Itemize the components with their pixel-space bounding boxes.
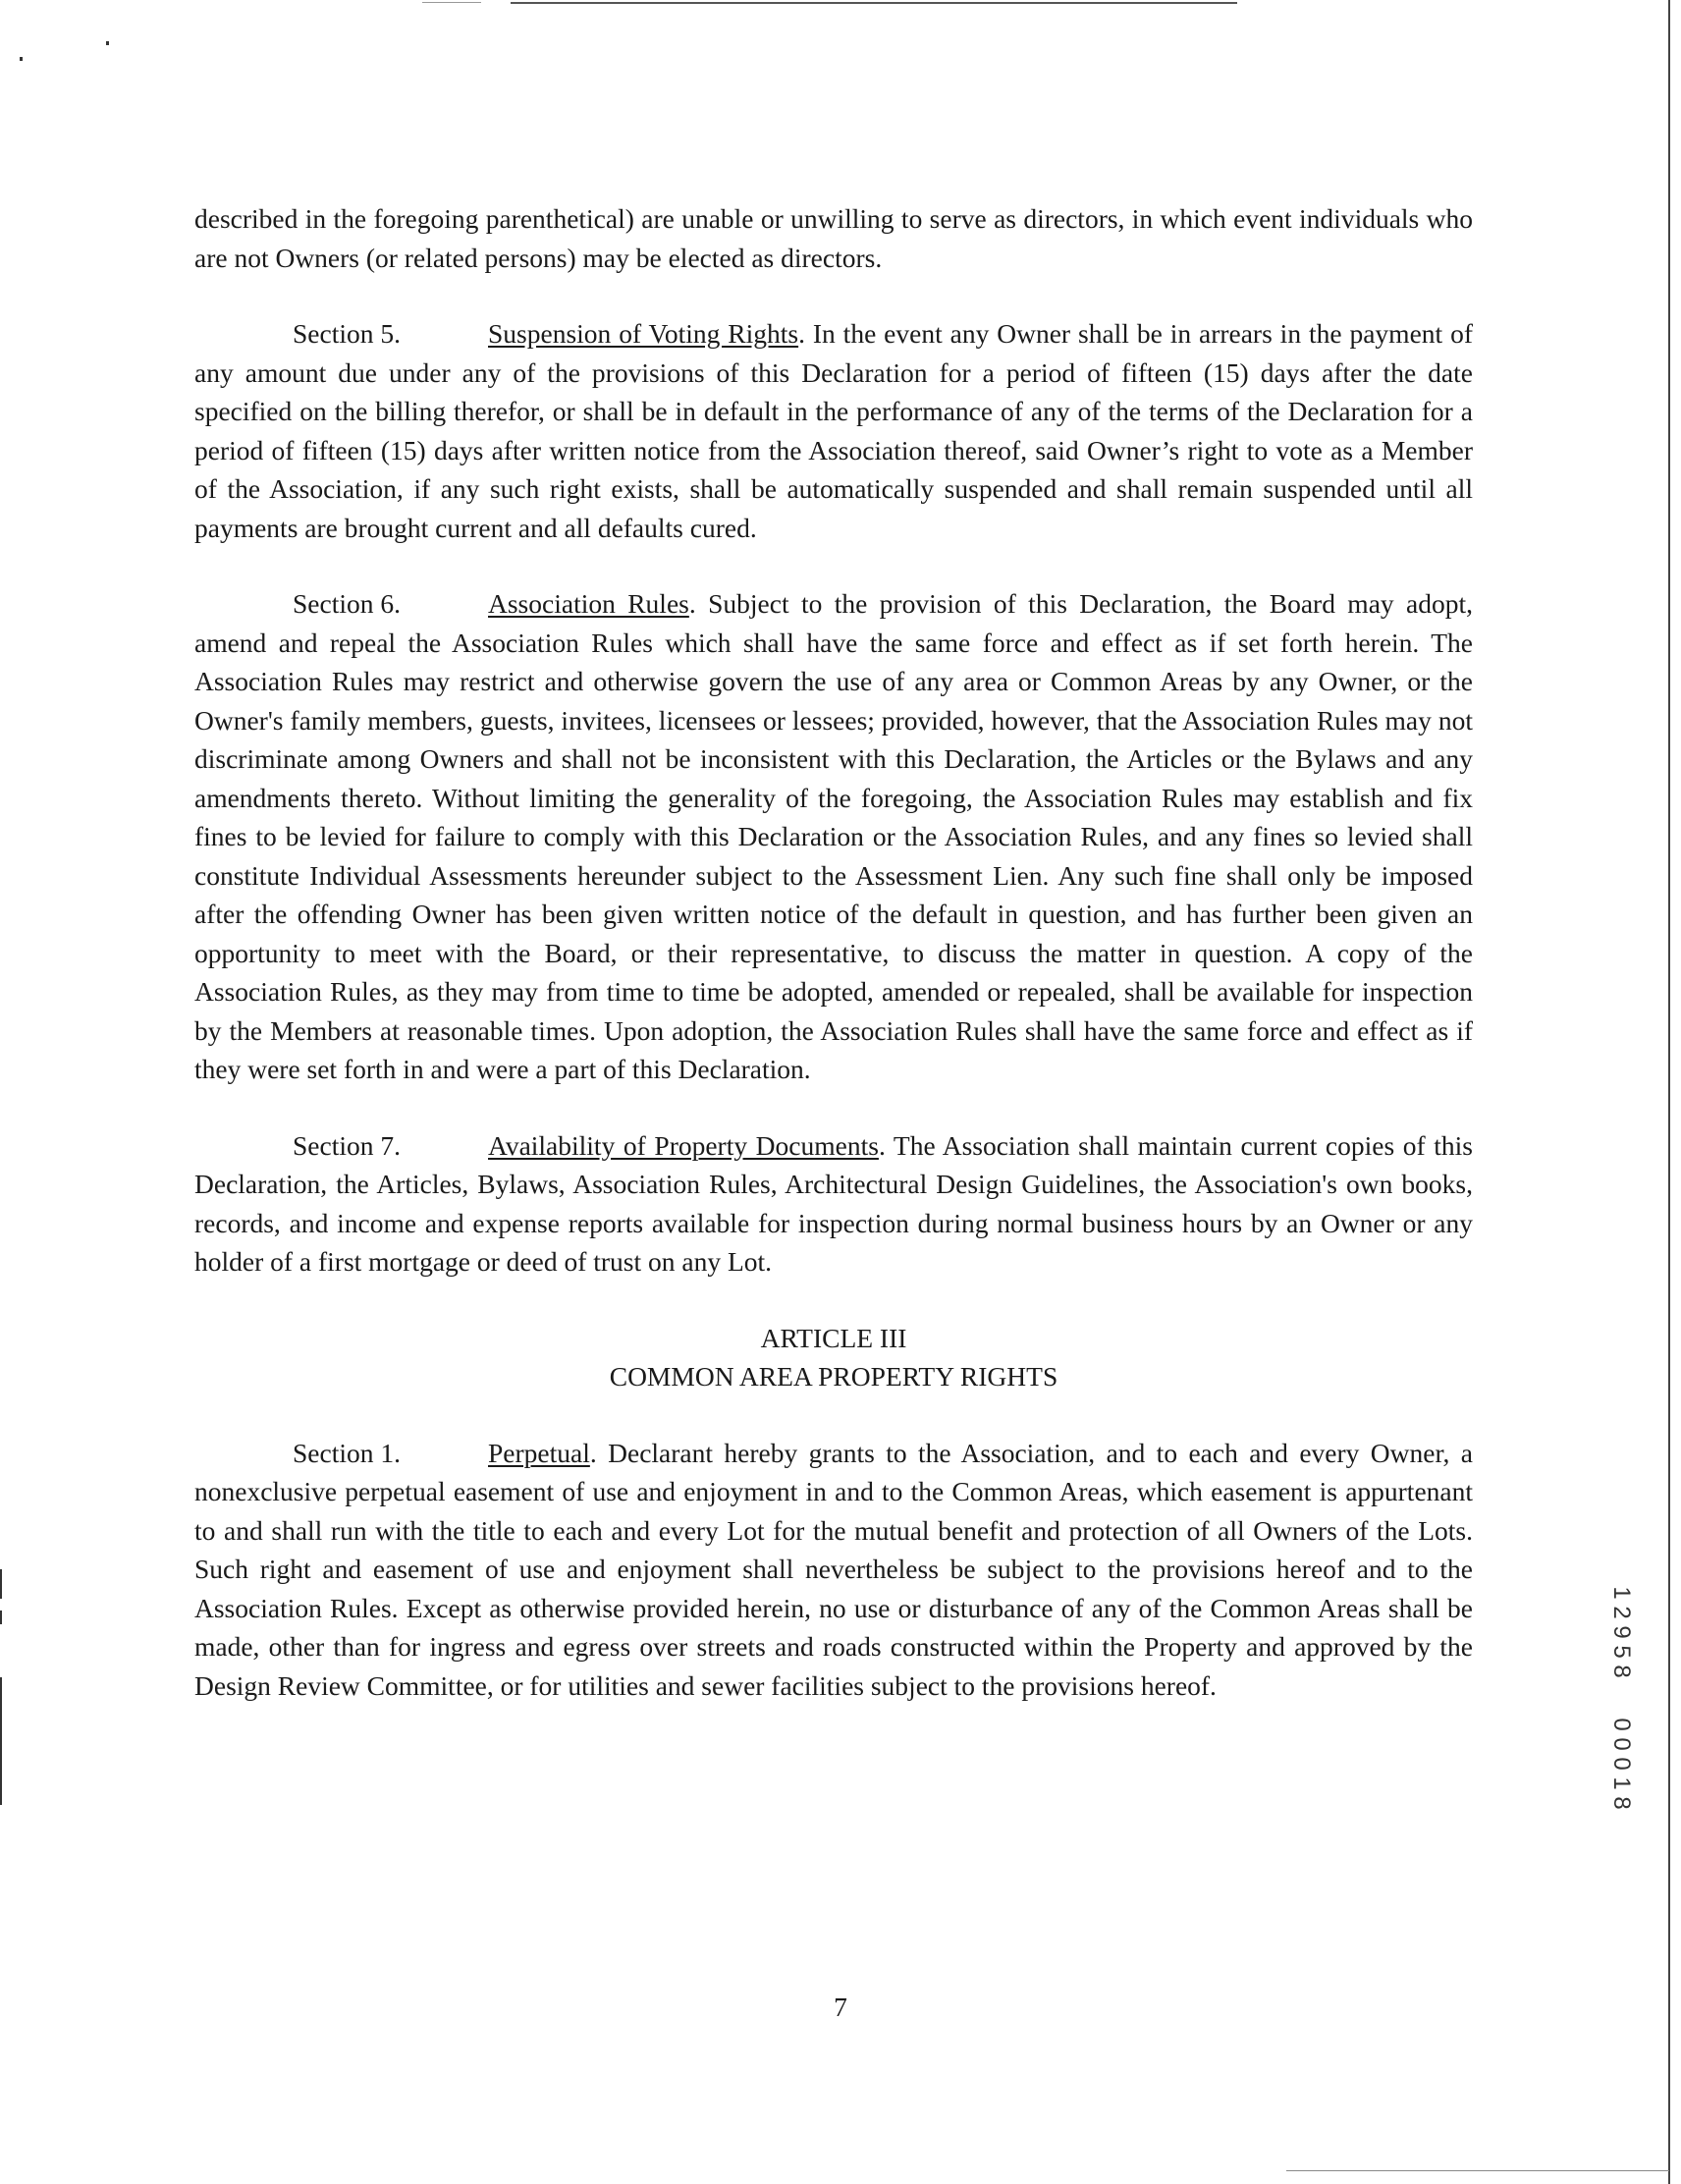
article-heading xyxy=(194,1319,1473,1396)
section-label: Section 5. xyxy=(293,318,401,349)
article-title: COMMON AREA PROPERTY RIGHTS xyxy=(609,1361,1058,1392)
section-title: Suspension of Voting Rights xyxy=(488,318,799,349)
scan-edge-mark xyxy=(0,1677,2,1805)
stamp-digit: 0 xyxy=(1608,1757,1635,1771)
section-label: Section 6. xyxy=(293,588,401,619)
scan-edge-mark xyxy=(0,1569,2,1599)
recording-stamp xyxy=(1606,1583,1636,1813)
scan-edge-line xyxy=(511,2,1237,4)
section-title: Availability of Property Documents xyxy=(488,1129,879,1161)
scan-edge-mark xyxy=(0,1611,2,1624)
section-body: . Subject to the provision of this Declaration, the Board may adopt, amend and repeal the Association Rules which shall have the same force and effect as if set forth herein. The Association Rules may restrict and otherwise govern the use of any area or Common Areas by any Owner, or the Owner's family members, guests, invitees, licensees or lessees; provided, however, that the Association Rules may not discriminate among Owners and shall not be inconsistent with this Declaration, the Articles or the Bylaws and any amendments thereto. Without limiting the generality of the foregoing, the Association Rules may establish and fix fines to be levied for failure to comply with this Declaration or the Association Rules, and any fines so levied shall constitute Individual Assessments hereunder subject to the Assessment Lien. Any such fine shall only be imposed after the offending Owner has been given written notice of the default in question, and has further been given an opportunity to meet with the Board, or their representative, to discuss the matter in question. A copy of the Association Rules, as they may from time to time be adopted, amended or repealed, shall be available for inspection by the Members at reasonable times. Upon adoption, the Association Rules shall have the same force and effect as if they were set forth in and were a part of this Declaration. xyxy=(194,588,1473,1084)
stamp-digit: 0 xyxy=(1608,1718,1635,1731)
scan-edge-line xyxy=(1286,2170,1669,2171)
article-number: ARTICLE III xyxy=(760,1322,907,1353)
scan-edge-line xyxy=(422,2,481,3)
continuation-paragraph: described in the foregoing parenthetical) are unable or unwilling to serve as directors, in which event individuals who are not Owners (or related persons) may be elected as directors. xyxy=(194,203,1473,273)
section-body: . In the event any Owner shall be in arrears in the payment of any amount due under any of the provisions of this Declaration for a period of fifteen (15) days after the date specified on the billing therefor, or shall be in default in the performance of any of the terms of the Declaration for a period of fifteen (15) days after written notice from the Association thereof, said Owner’s right to vote as a Member of the Association, if any such right exists, shall be automatically suspended and shall remain suspended until all payments are brought current and all defaults cured. xyxy=(194,318,1473,543)
section-7-paragraph xyxy=(194,1126,1473,1282)
scan-speck xyxy=(106,41,109,45)
section-body: . The Association shall maintain current copies of this Declaration, the Articles, Bylaws, Association Rules, Architectural Design Guidelines, the Association's own books, records, and income and expense reports available for inspection during normal business hours by an Owner or any holder of a first mortgage or deed of trust on any Lot. xyxy=(194,1129,1473,1277)
section-label: Section 1. xyxy=(293,1437,401,1468)
stamp-digit: 8 xyxy=(1608,1796,1635,1810)
stamp-digit: 0 xyxy=(1608,1737,1635,1751)
article-section-1-paragraph xyxy=(194,1434,1473,1706)
stamp-digit: 9 xyxy=(1608,1625,1635,1639)
document-body xyxy=(194,199,1473,1705)
stamp-digit: 5 xyxy=(1608,1645,1635,1659)
stamp-digit: 1 xyxy=(1608,1586,1635,1600)
page-number: 7 xyxy=(834,1992,847,2022)
section-body: . Declarant hereby grants to the Association, and to each and every Owner, a nonexclusive perpetual easement of use and enjoyment in and to the Common Areas, which easement is appurtenant to and shall run with the title to each and every Lot for the mutual benefit and protection of all Owners of the Lots. Such right and easement of use and enjoyment shall nevertheless be subject to the provisions hereof and to the Association Rules. Except as otherwise provided herein, no use or disturbance of any of the Common Areas shall be made, other than for ingress and egress over streets and roads constructed within the Property and approved by the Design Review Committee, or for utilities and sewer facilities subject to the provisions hereof. xyxy=(194,1437,1473,1701)
section-title: Association Rules xyxy=(488,588,689,619)
stamp-digit: 1 xyxy=(1608,1776,1635,1790)
scan-edge-line xyxy=(1668,0,1670,2184)
section-title: Perpetual xyxy=(488,1437,590,1468)
section-6-paragraph xyxy=(194,584,1473,1089)
section-5-paragraph xyxy=(194,314,1473,547)
stamp-digit: 8 xyxy=(1608,1665,1635,1678)
stamp-digit: 2 xyxy=(1608,1606,1635,1619)
scan-speck xyxy=(20,57,23,61)
section-label: Section 7. xyxy=(293,1129,401,1161)
